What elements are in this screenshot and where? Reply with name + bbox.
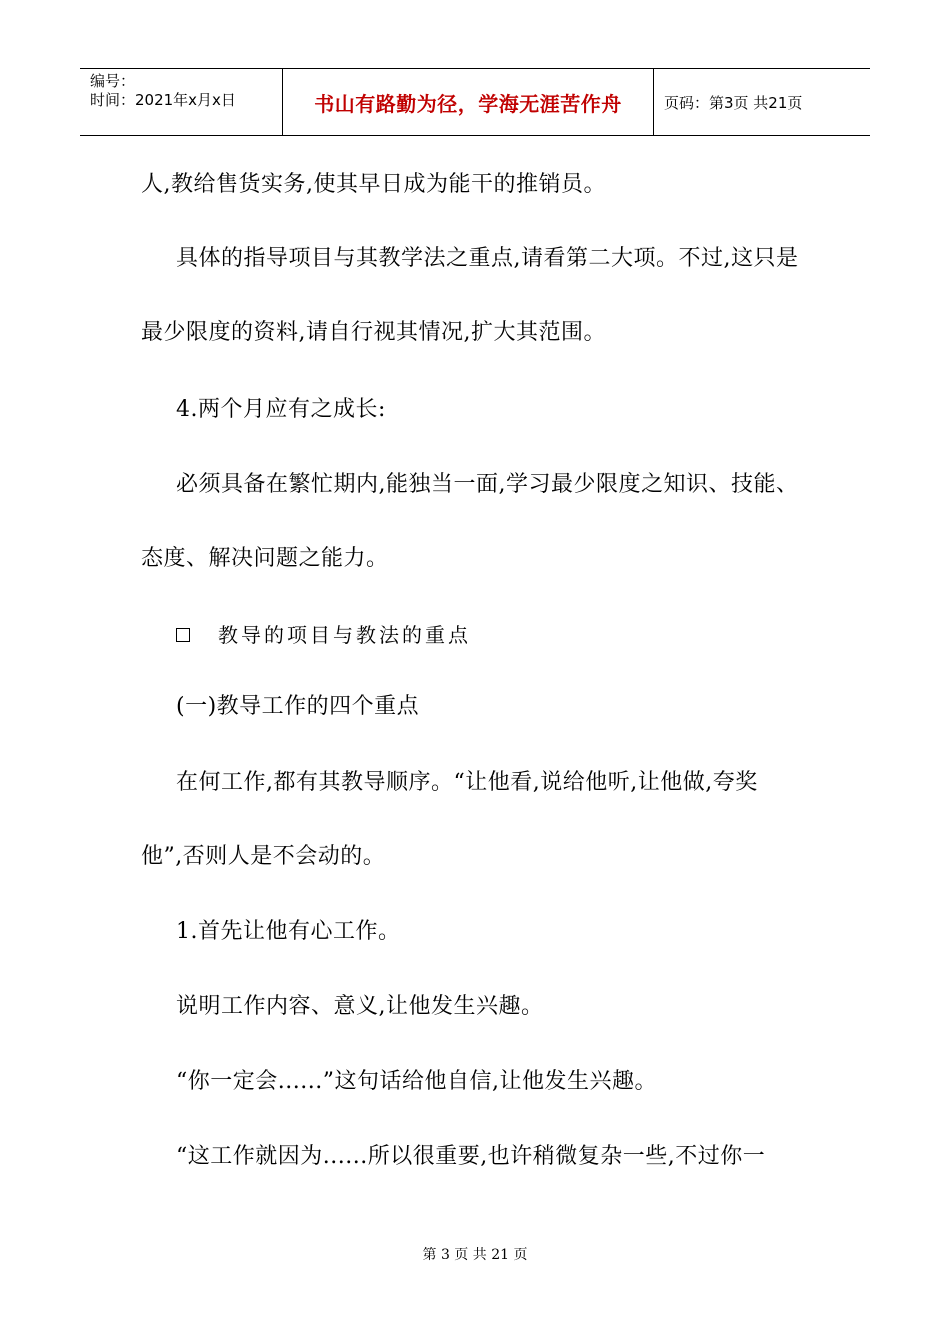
checkbox-icon [176, 628, 190, 642]
body-line: 最少限度的资料,请自行视其情况,扩大其范围。 [141, 320, 606, 345]
header-meta [80, 69, 282, 135]
body-line: 1.首先让他有心工作。 [176, 919, 401, 944]
body-line: 说明工作内容、意义,让他发生兴趣。 [176, 994, 544, 1019]
section-heading [176, 620, 471, 650]
page-header [80, 68, 870, 136]
body-line: 具体的指导项目与其教学法之重点,请看第二大项。不过,这只是 [176, 246, 799, 271]
body-line: 他”,否则人是不会动的。 [141, 844, 386, 869]
body-line: 在何工作,都有其教导顺序。“让他看,说给他听,让他做,夸奖 [176, 770, 758, 795]
body-line: 必须具备在繁忙期内,能独当一面,学习最少限度之知识、技能、 [176, 472, 799, 497]
document-number-label: 编号： [90, 72, 136, 90]
body-line: (一)教导工作的四个重点 [176, 694, 420, 719]
header-motto [282, 69, 654, 135]
body-line: 人,教给售货实务,使其早日成为能干的推销员。 [141, 172, 606, 197]
header-page-info [654, 69, 870, 135]
motto-text: 书山有路勤为径，学海无涯苦作舟 [314, 91, 622, 116]
page-info-text: 页码：第3页 共21页 [664, 93, 803, 112]
body-line: 4.两个月应有之成长: [176, 397, 386, 422]
document-date-label: 时间：2021年x月x日 [90, 91, 236, 109]
section-heading-text: 教导的项目与教法的重点 [218, 623, 471, 647]
body-line: 态度、解决问题之能力。 [141, 546, 389, 571]
body-line: “你一定会......”这句话给他自信,让他发生兴趣。 [176, 1069, 657, 1094]
page-footer: 第 3 页 共 21 页 [422, 1247, 528, 1263]
body-line: “这工作就因为......所以很重要,也许稍微复杂一些,不过你一 [176, 1144, 766, 1169]
